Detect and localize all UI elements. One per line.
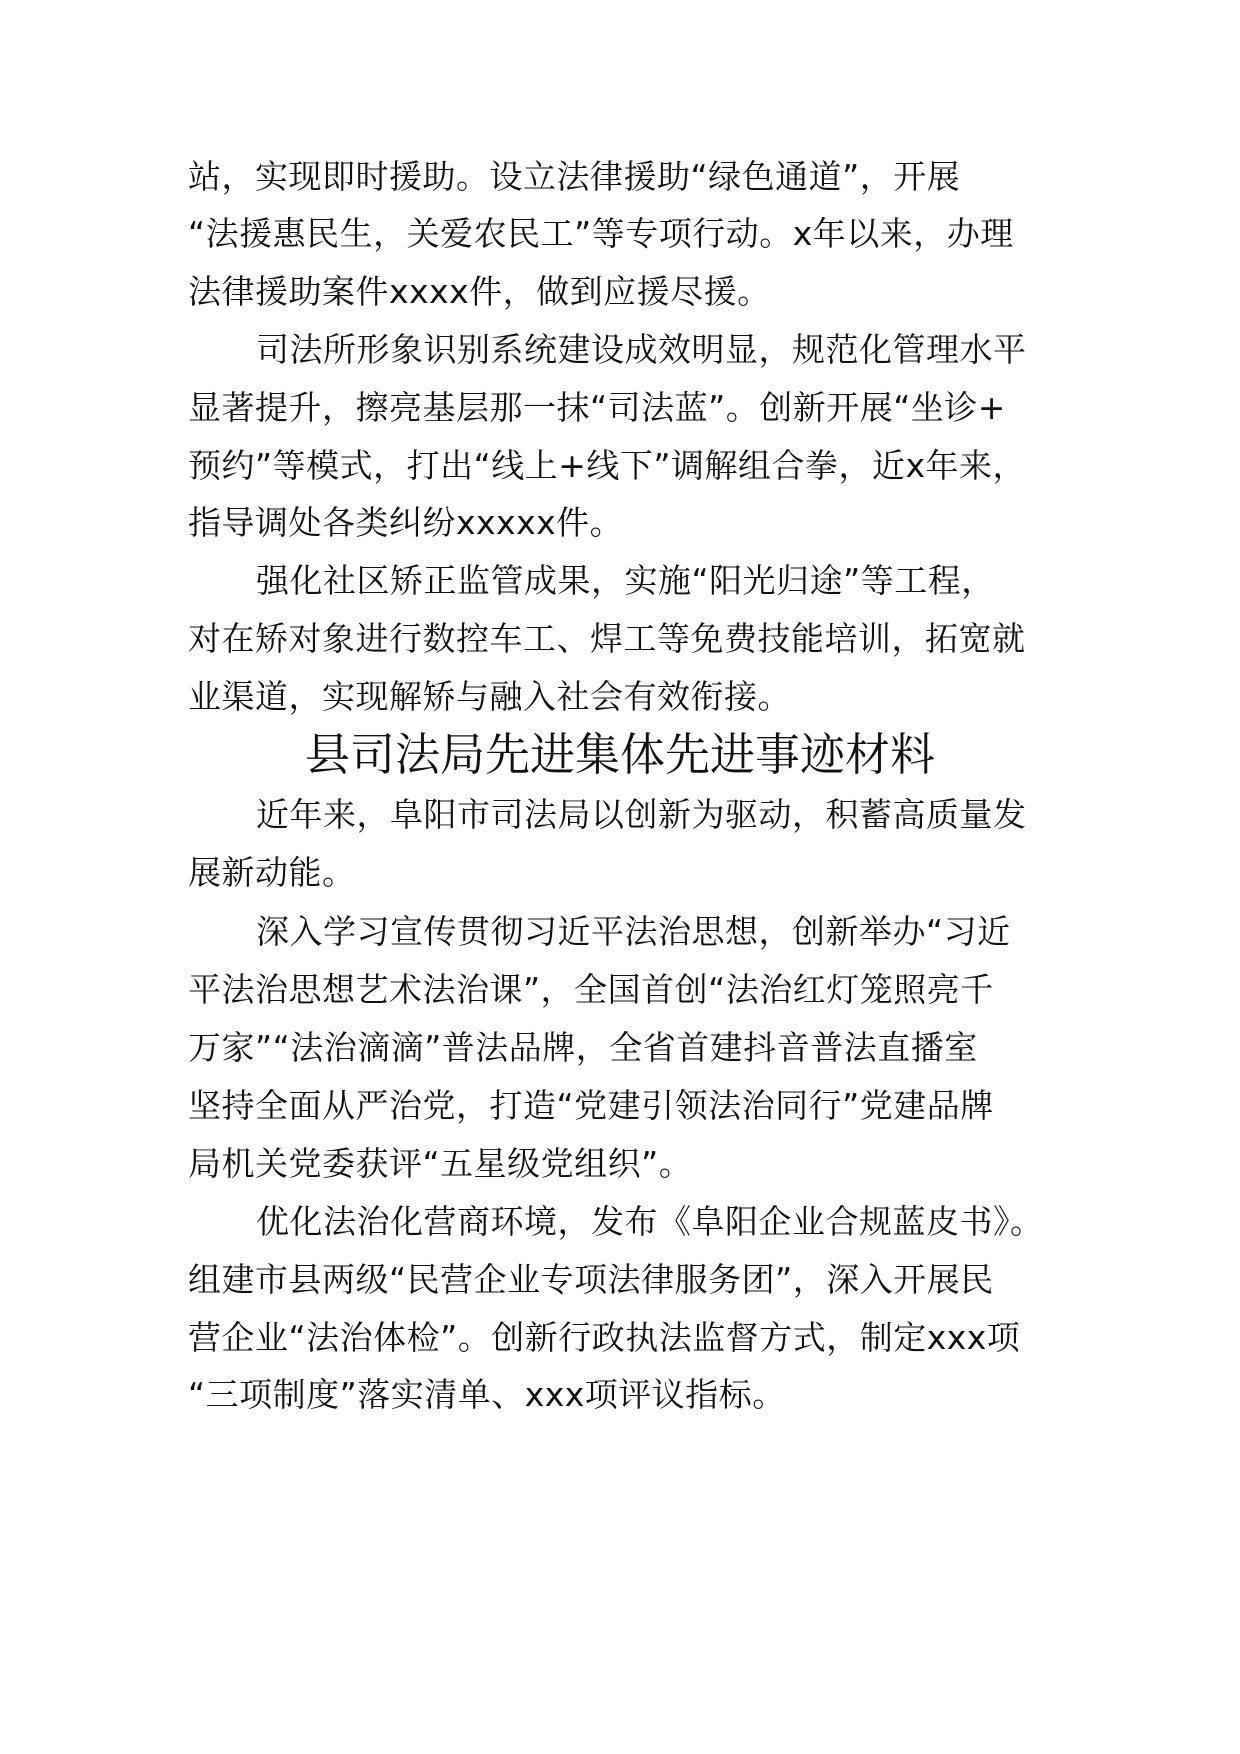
- paragraph-start-line: 近年来，阜阳市司法局以创新为驱动，积蓄高质量发: [256, 795, 1027, 834]
- text-line: “法援惠民生，关爱农民工”等专项行动。x年以来，办理: [188, 214, 1014, 253]
- paragraph-start-line: 强化社区矫正监管成果，实施“阳光归途”等工程，: [256, 561, 995, 600]
- text-line: 站，实现即时援助。设立法律援助“绿色通道”，开展: [188, 157, 961, 196]
- text-line: “三项制度”落实清单、xxx项评议指标。: [188, 1375, 786, 1414]
- text-line: 组建市县两级“民营企业专项法律服务团”，深入开展民: [188, 1260, 994, 1299]
- text-line: 显著提升，擦亮基层那一抹“司法蓝”。创新开展“坐诊+: [188, 388, 1006, 427]
- paragraph-start-line: 深入学习宣传贯彻习近平法治思想，创新举办“习近: [256, 912, 1011, 951]
- text-line: 展新动能。: [188, 853, 356, 892]
- text-line: 业渠道，实现解矫与融入社会有效衔接。: [188, 677, 791, 716]
- text-line: 局机关党委获评“五星级党组织”。: [188, 1144, 693, 1183]
- text-line: 法律援助案件xxxx件，做到应援尽援。: [188, 272, 771, 311]
- paragraph-start-line: 司法所形象识别系统建设成效明显，规范化管理水平: [256, 330, 1027, 369]
- text-line: 指导调处各类纠纷xxxxx件。: [188, 503, 624, 542]
- text-line: 万家”“法治滴滴”普法品牌，全省首建抖音普法直播室: [188, 1028, 978, 1067]
- document-title: 县司法局先进集体先进事迹材料: [304, 728, 935, 781]
- text-line: 营企业“法治体检”。创新行政执法监督方式，制定xxx项: [188, 1318, 1021, 1357]
- paragraph-start-line: 优化法治化营商环境，发布《阜阳企业合规蓝皮书》。: [256, 1202, 1044, 1241]
- text-line: 坚持全面从严治党，打造“党建引领法治同行”党建品牌: [188, 1086, 994, 1125]
- text-line: 平法治思想艺术法治课”，全国首创“法治红灯笼照亮千: [188, 970, 994, 1009]
- text-line: 预约”等模式，打出“线上+线下”调解组合拳，近x年来，: [188, 446, 1026, 485]
- text-line: 对在矫对象进行数控车工、焊工等免费技能培训，拓宽就: [188, 619, 1026, 658]
